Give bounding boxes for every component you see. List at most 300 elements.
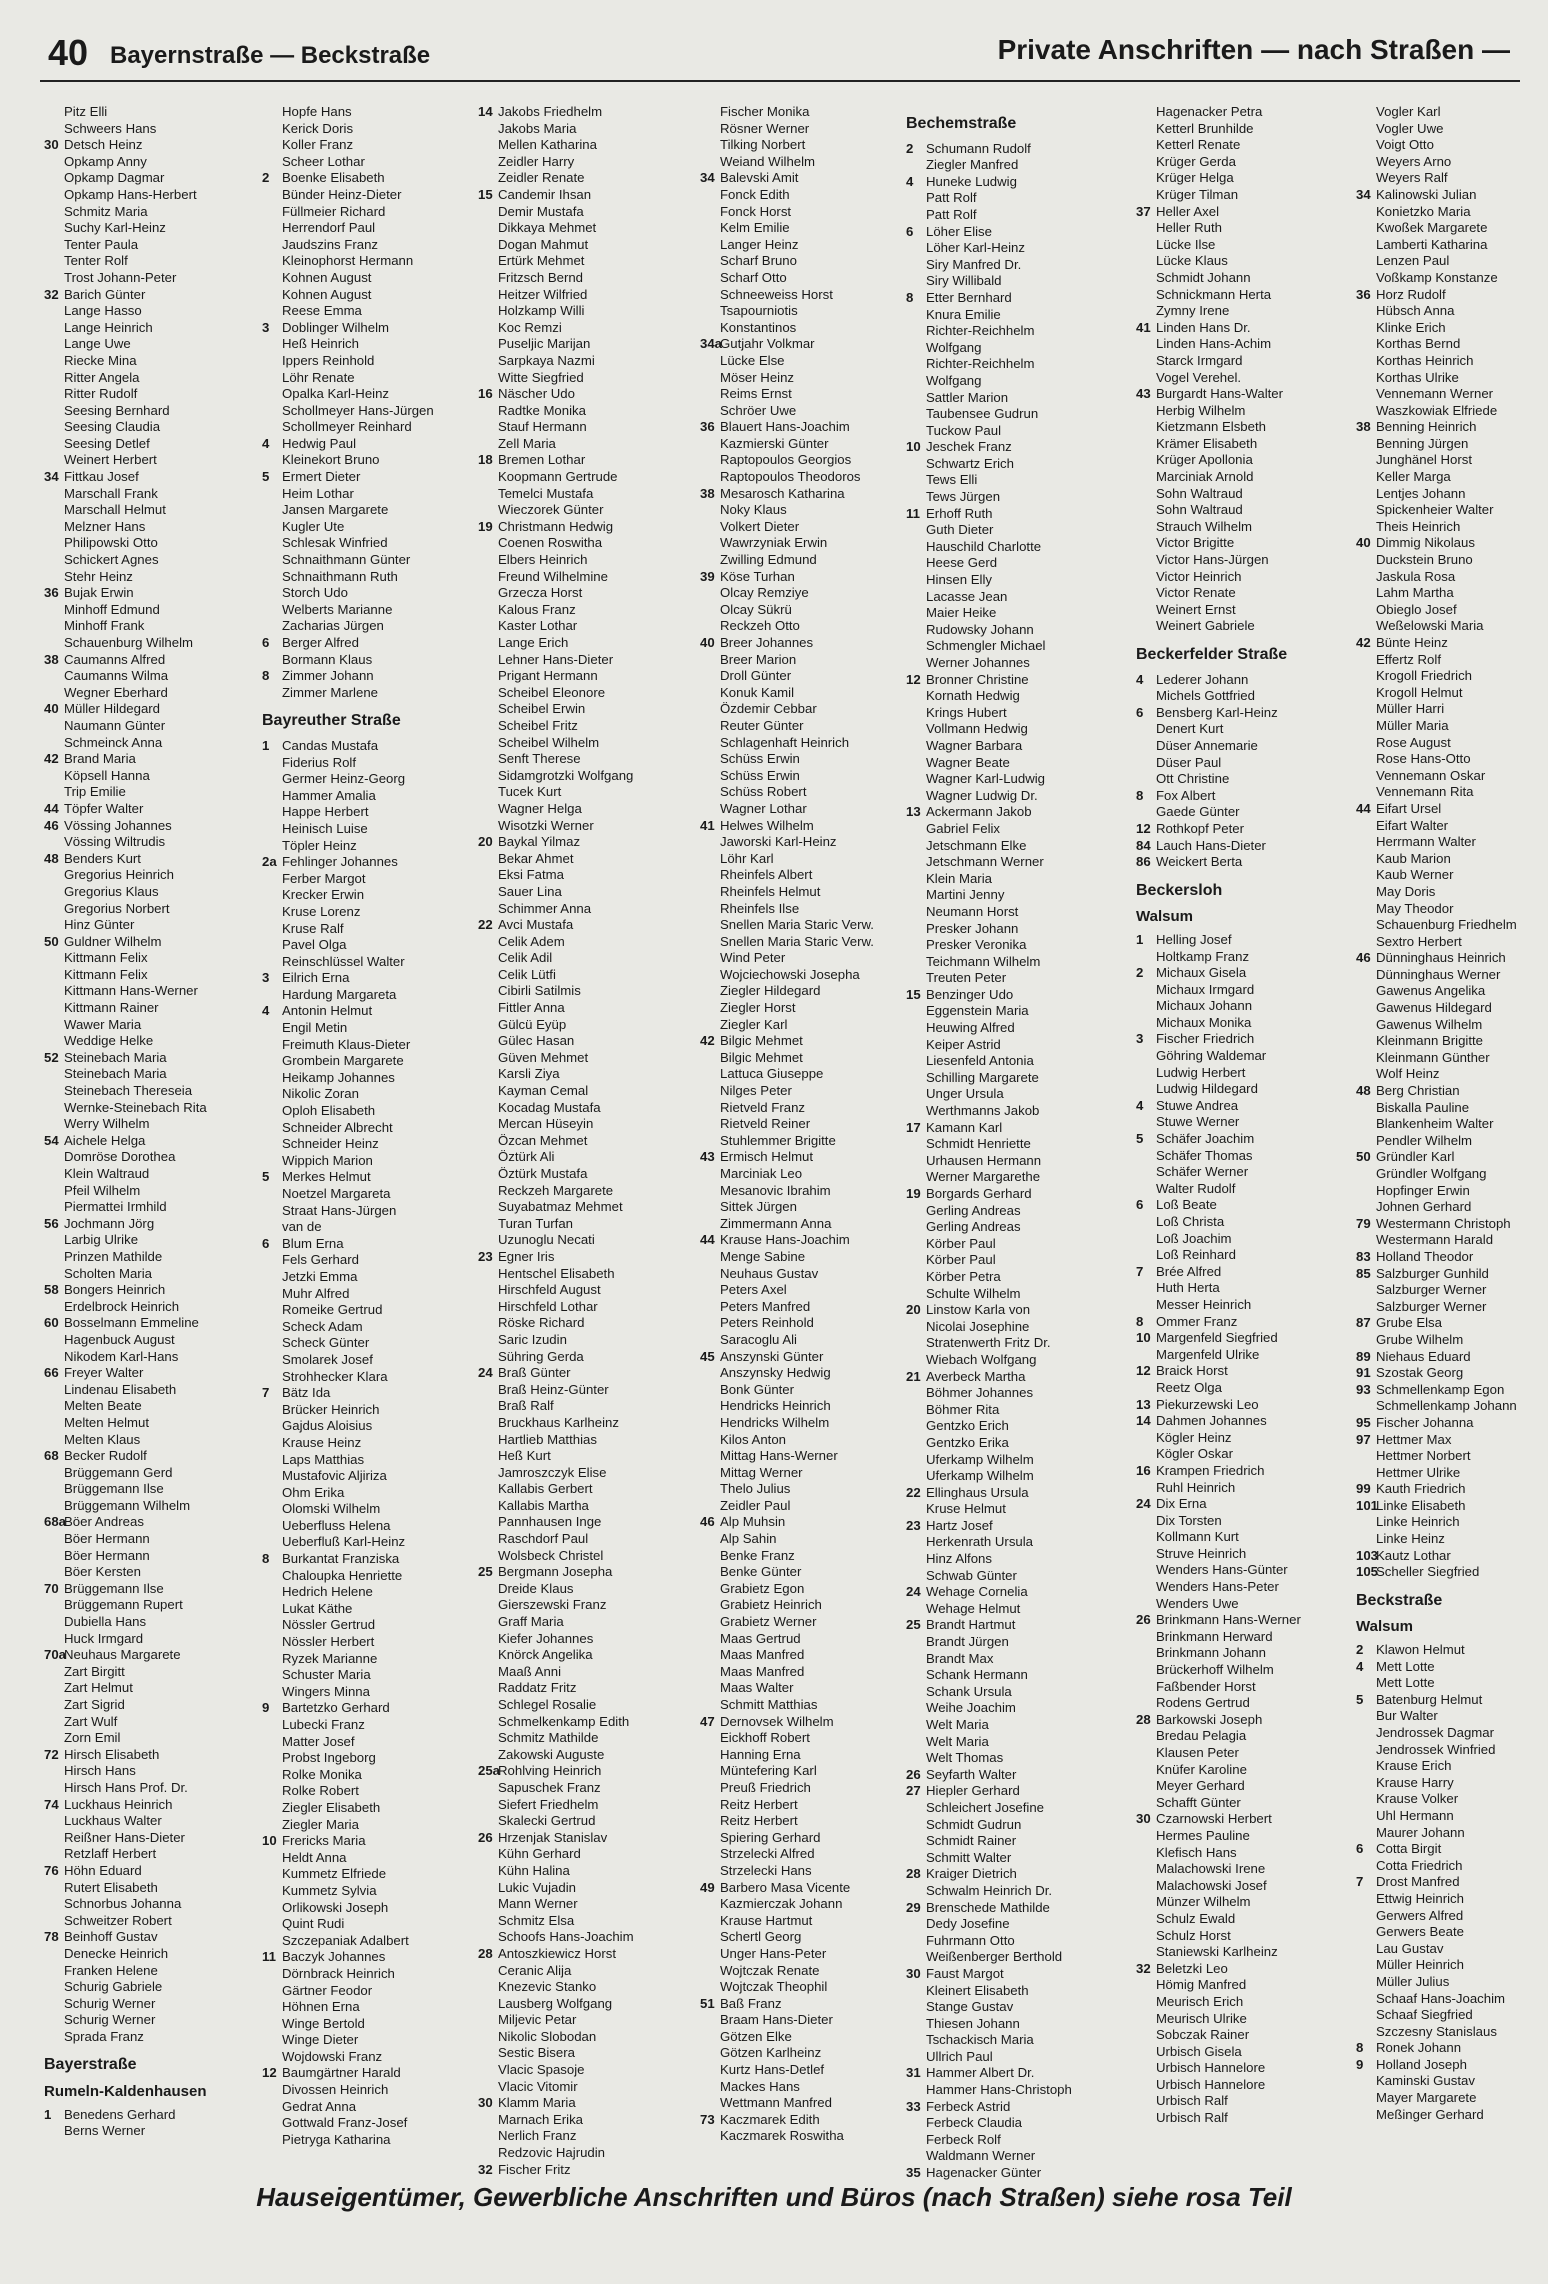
resident-name: Krämer Elisabeth xyxy=(1156,435,1258,451)
list-item xyxy=(262,1883,462,1900)
list-item xyxy=(906,821,1106,838)
list-item xyxy=(700,2012,900,2029)
resident-name: Celik Adem xyxy=(498,933,565,949)
list-item xyxy=(478,253,678,270)
list-item xyxy=(700,1697,900,1714)
resident-name: Hiepler Gerhard xyxy=(926,1783,1020,1799)
resident-name: Treuten Peter xyxy=(926,970,1007,986)
list-item xyxy=(262,403,462,420)
list-item xyxy=(1356,1066,1548,1083)
list-item xyxy=(700,635,900,652)
list-item xyxy=(478,320,678,337)
house-number: 91 xyxy=(1356,1365,1371,1381)
resident-name: Orlikowski Joseph xyxy=(282,1899,389,1915)
resident-name: Meurisch Erich xyxy=(1156,1993,1244,2009)
list-item xyxy=(700,1763,900,1780)
list-item xyxy=(1356,1957,1548,1974)
resident-name: Uzunoglu Necati xyxy=(498,1232,595,1248)
list-item xyxy=(700,1830,900,1847)
list-item xyxy=(1356,1299,1548,1316)
resident-name: Salzburger Werner xyxy=(1376,1298,1487,1314)
list-item xyxy=(262,2082,462,2099)
list-item xyxy=(906,1003,1106,1020)
resident-name: Wagner Ludwig Dr. xyxy=(926,787,1038,803)
list-item xyxy=(1356,1642,1548,1659)
house-number: 4 xyxy=(1356,1658,1364,1674)
resident-name: Kohnen August xyxy=(282,286,372,302)
list-item xyxy=(906,390,1106,407)
list-item xyxy=(906,1750,1106,1767)
list-item xyxy=(906,887,1106,904)
resident-name: Germer Heinz-Georg xyxy=(282,771,406,787)
resident-name: Sextro Herbert xyxy=(1376,933,1462,949)
resident-name: Sapuschek Franz xyxy=(498,1779,601,1795)
list-item xyxy=(700,1747,900,1764)
house-number: 30 xyxy=(906,1965,921,1981)
resident-name: Dogan Mahmut xyxy=(498,236,589,252)
list-item xyxy=(44,735,244,752)
list-item xyxy=(1136,220,1336,237)
house-number: 58 xyxy=(44,1282,59,1298)
resident-name: Pendler Wilhelm xyxy=(1376,1132,1473,1148)
list-item xyxy=(44,1083,244,1100)
list-item xyxy=(1356,635,1548,652)
directory-column xyxy=(1356,104,1548,2123)
resident-name: Olcay Sükrü xyxy=(720,601,792,617)
list-item xyxy=(478,1813,678,1830)
list-item xyxy=(44,170,244,187)
house-number: 40 xyxy=(700,635,715,650)
house-number: 25a xyxy=(478,1763,501,1779)
resident-name: Bilgic Mehmet xyxy=(720,1033,803,1049)
list-item xyxy=(1136,154,1336,171)
list-item xyxy=(1136,1596,1336,1613)
list-item xyxy=(1356,1199,1548,1216)
resident-name: Weinert Gabriele xyxy=(1156,618,1255,634)
resident-name: Schulte Wilhelm xyxy=(926,1285,1021,1301)
resident-name: Ludwig Hildegard xyxy=(1156,1081,1258,1097)
list-item xyxy=(700,1929,900,1946)
resident-name: Gawenus Wilhelm xyxy=(1376,1016,1483,1032)
list-item xyxy=(700,1349,900,1366)
house-number: 44 xyxy=(44,800,59,816)
resident-name: Horz Rudolf xyxy=(1376,286,1446,302)
resident-name: Mayer Margarete xyxy=(1376,2090,1477,2106)
list-item xyxy=(262,253,462,270)
resident-name: Brenschede Mathilde xyxy=(926,1899,1050,1915)
resident-name: Zacharias Jürgen xyxy=(282,618,384,634)
resident-name: Hentschel Elisabeth xyxy=(498,1265,615,1281)
list-item xyxy=(478,2045,678,2062)
list-item xyxy=(906,954,1106,971)
resident-name: Öztürk Mustafa xyxy=(498,1166,588,1181)
list-item xyxy=(906,2099,1106,2116)
resident-name: Röske Richard xyxy=(498,1315,585,1331)
resident-name: Höhnen Erna xyxy=(282,1999,360,2015)
list-item xyxy=(700,1017,900,1034)
resident-name: Walter Rudolf xyxy=(1156,1180,1236,1196)
list-item xyxy=(906,1900,1106,1917)
house-number: 8 xyxy=(906,289,914,305)
list-item xyxy=(44,1183,244,1200)
resident-name: Kraiger Dietrich xyxy=(926,1866,1017,1882)
street-heading: Bayreuther Straße xyxy=(262,713,401,730)
resident-name: Rodens Gertrud xyxy=(1156,1695,1250,1711)
list-item xyxy=(478,121,678,138)
resident-name: Gottwald Franz-Josef xyxy=(282,2115,408,2131)
list-item xyxy=(1136,1148,1336,1165)
resident-name: Martini Jenny xyxy=(926,887,1005,903)
resident-name: Meßinger Gerhard xyxy=(1376,2106,1484,2122)
house-number: 52 xyxy=(44,1049,59,1065)
resident-name: Ferber Margot xyxy=(282,870,366,886)
list-item xyxy=(262,1020,462,1037)
resident-name: Cibirli Satilmis xyxy=(498,983,581,999)
house-number: 7 xyxy=(1136,1263,1144,1279)
list-item xyxy=(700,585,900,602)
resident-name: Denert Kurt xyxy=(1156,721,1224,737)
resident-name: Korthas Ulrike xyxy=(1376,369,1459,385)
list-item xyxy=(906,1651,1106,1668)
resident-name: Ermisch Helmut xyxy=(720,1149,814,1165)
list-item xyxy=(262,771,462,788)
resident-name: Maier Heike xyxy=(926,605,997,621)
resident-name: Lubecki Franz xyxy=(282,1717,365,1732)
resident-name: Welberts Marianne xyxy=(282,601,393,617)
resident-name: Benzinger Udo xyxy=(926,986,1014,1002)
resident-name: Raschdorf Paul xyxy=(498,1531,589,1547)
house-number: 36 xyxy=(1356,286,1371,302)
resident-name: Stauf Hermann xyxy=(498,419,587,435)
list-item xyxy=(906,439,1106,456)
house-number: 3 xyxy=(262,319,270,335)
list-item xyxy=(262,1402,462,1419)
list-item xyxy=(478,801,678,818)
section-title: Private Anschriften — nach Straßen — xyxy=(997,34,1510,65)
list-item xyxy=(478,735,678,752)
list-item xyxy=(700,1996,900,2013)
resident-name: Ferbeck Rolf xyxy=(926,2131,1001,2147)
resident-name: Winge Dieter xyxy=(282,2032,359,2048)
list-item xyxy=(262,1501,462,1518)
list-item xyxy=(700,967,900,984)
list-item xyxy=(906,788,1106,805)
list-item xyxy=(700,386,900,403)
list-item xyxy=(44,1614,244,1631)
resident-name: Ullrich Paul xyxy=(926,2048,993,2064)
house-number: 85 xyxy=(1356,1265,1371,1281)
resident-name: Seesing Claudia xyxy=(64,419,161,435)
resident-name: Bergmann Josepha xyxy=(498,1564,613,1580)
list-item xyxy=(262,668,462,685)
resident-name: Götzen Karlheinz xyxy=(720,2045,822,2061)
list-item xyxy=(44,901,244,918)
list-item xyxy=(478,1531,678,1548)
resident-name: Kilos Anton xyxy=(720,1431,786,1447)
list-item xyxy=(700,1813,900,1830)
resident-name: Hopfe Hans xyxy=(282,104,352,119)
list-item xyxy=(478,1349,678,1366)
resident-name: Olomski Wilhelm xyxy=(282,1501,381,1517)
resident-name: Kruse Ralf xyxy=(282,920,344,936)
list-item xyxy=(1356,170,1548,187)
resident-name: Krüger Apollonia xyxy=(1156,452,1253,468)
list-item xyxy=(1136,170,1336,187)
list-item xyxy=(262,1435,462,1452)
list-item xyxy=(44,1979,244,1996)
resident-name: Scheck Adam xyxy=(282,1318,363,1334)
list-item xyxy=(1136,1380,1336,1397)
list-item xyxy=(262,220,462,237)
list-item xyxy=(262,904,462,921)
resident-name: Brüggemann Wilhelm xyxy=(64,1497,191,1513)
list-item xyxy=(1356,1365,1548,1382)
resident-name: Körber Petra xyxy=(926,1268,1001,1284)
resident-name: Lamberti Katharina xyxy=(1376,236,1488,252)
resident-name: Hübsch Anna xyxy=(1376,303,1455,319)
resident-name: Wojtczak Theophil xyxy=(720,1979,828,1995)
list-item xyxy=(906,1866,1106,1883)
house-number: 34 xyxy=(700,170,715,186)
list-item xyxy=(700,403,900,420)
resident-name: Becker Rudolf xyxy=(64,1448,147,1464)
list-item xyxy=(1136,949,1336,966)
list-item xyxy=(700,1116,900,1133)
list-item xyxy=(262,287,462,304)
list-item xyxy=(478,1963,678,1980)
list-item xyxy=(700,901,900,918)
resident-name: Loß Joachim xyxy=(1156,1230,1232,1246)
list-item xyxy=(478,867,678,884)
resident-name: Knörck Angelika xyxy=(498,1647,593,1663)
house-number: 6 xyxy=(906,223,914,239)
resident-name: Erdelbrock Heinrich xyxy=(64,1298,180,1314)
list-item xyxy=(1356,818,1548,835)
list-item xyxy=(1136,320,1336,337)
house-number: 5 xyxy=(1136,1131,1144,1147)
list-item xyxy=(1356,668,1548,685)
list-item xyxy=(478,1017,678,1034)
list-item xyxy=(262,2032,462,2049)
resident-name: Werry Wilhelm xyxy=(64,1116,150,1132)
house-number: 83 xyxy=(1356,1248,1371,1264)
list-item xyxy=(700,867,900,884)
resident-name: Hettmer Ulrike xyxy=(1376,1464,1461,1480)
list-item xyxy=(478,535,678,552)
list-item xyxy=(262,552,462,569)
list-item xyxy=(1356,1000,1548,1017)
list-item xyxy=(1136,386,1336,403)
resident-name: Hartlieb Matthias xyxy=(498,1431,597,1447)
list-item xyxy=(44,635,244,652)
house-number: 79 xyxy=(1356,1215,1371,1231)
resident-name: Wagner Beate xyxy=(926,754,1010,770)
list-item xyxy=(478,154,678,171)
list-item xyxy=(262,1700,462,1717)
list-item xyxy=(1356,1841,1548,1858)
resident-name: Linstow Karla von xyxy=(926,1302,1031,1318)
resident-name: Temelci Mustafa xyxy=(498,485,594,501)
resident-name: Kollmann Kurt xyxy=(1156,1529,1239,1545)
list-item xyxy=(44,685,244,702)
list-item xyxy=(906,373,1106,390)
list-item xyxy=(1136,1480,1336,1497)
list-item xyxy=(262,937,462,954)
resident-name: Tschackisch Maria xyxy=(926,2032,1034,2048)
resident-name: Schulz Ewald xyxy=(1156,1910,1236,1926)
resident-name: Krause Hans-Joachim xyxy=(720,1232,850,1248)
resident-name: Ohm Erika xyxy=(282,1484,345,1500)
list-item xyxy=(1356,204,1548,221)
list-item xyxy=(700,1564,900,1581)
resident-name: Fonck Horst xyxy=(720,203,792,219)
list-item xyxy=(262,838,462,855)
list-item xyxy=(700,121,900,138)
resident-name: Fels Gerhard xyxy=(282,1252,359,1268)
list-item xyxy=(1136,569,1336,586)
list-item xyxy=(478,1946,678,1963)
resident-name: Dünninghaus Heinrich xyxy=(1376,950,1506,966)
list-item xyxy=(700,735,900,752)
resident-name: Kornath Hedwig xyxy=(926,688,1020,704)
list-item xyxy=(478,1166,678,1183)
resident-name: Steinebach Maria xyxy=(64,1066,167,1082)
house-number: 28 xyxy=(1136,1711,1151,1727)
resident-name: Böer Kersten xyxy=(64,1564,141,1580)
resident-name: Linke Elisabeth xyxy=(1376,1497,1466,1513)
list-item xyxy=(700,2112,900,2129)
list-item xyxy=(478,1597,678,1614)
list-item xyxy=(1356,121,1548,138)
resident-name: Gaede Günter xyxy=(1156,804,1240,820)
resident-name: Lauch Hans-Dieter xyxy=(1156,837,1266,853)
resident-name: Ritter Angela xyxy=(64,369,140,385)
list-item xyxy=(1136,1828,1336,1845)
list-item xyxy=(700,502,900,519)
resident-name: Preuß Friedrich xyxy=(720,1779,811,1795)
resident-name: Fischer Johanna xyxy=(1376,1414,1474,1430)
resident-name: Rudowsky Johann xyxy=(926,621,1034,637)
list-item xyxy=(1356,1692,1548,1709)
list-item xyxy=(478,1979,678,1996)
list-item xyxy=(1356,104,1548,121)
list-item xyxy=(262,187,462,204)
house-number: 105 xyxy=(1356,1564,1379,1580)
house-number: 30 xyxy=(478,2095,493,2111)
resident-name: Reckzeh Margarete xyxy=(498,1182,614,1198)
house-number: 60 xyxy=(44,1315,59,1331)
list-item xyxy=(906,2049,1106,2066)
resident-name: Hauschild Charlotte xyxy=(926,538,1042,554)
list-item xyxy=(906,1916,1106,1933)
resident-name: Mett Lotte xyxy=(1376,1675,1435,1691)
resident-name: Anszynsky Hedwig xyxy=(720,1365,831,1381)
resident-name: Richter-Reichhelm xyxy=(926,356,1035,372)
resident-name: Redzovic Hajrudin xyxy=(498,2145,606,2161)
list-item xyxy=(906,1319,1106,1336)
list-item xyxy=(1136,303,1336,320)
resident-name: Möser Heinz xyxy=(720,369,795,385)
list-item xyxy=(478,137,678,154)
resident-name: Nicolai Josephine xyxy=(926,1318,1030,1334)
resident-name: Wenders Hans-Peter xyxy=(1156,1579,1279,1595)
resident-name: Gründler Karl xyxy=(1376,1149,1455,1165)
resident-name: Schank Hermann xyxy=(926,1667,1028,1683)
resident-name: Philipowski Otto xyxy=(64,535,158,551)
resident-name: Schwab Günter xyxy=(926,1567,1017,1583)
list-item xyxy=(478,950,678,967)
resident-name: Bredau Pelagia xyxy=(1156,1728,1247,1744)
resident-name: Füllmeier Richard xyxy=(282,203,386,219)
resident-name: Engil Metin xyxy=(282,1020,348,1036)
resident-name: Schmidt Gudrun xyxy=(926,1816,1022,1832)
house-number: 8 xyxy=(262,1551,270,1567)
resident-name: Koc Remzi xyxy=(498,319,562,335)
house-number: 24 xyxy=(906,1584,921,1600)
list-item xyxy=(1356,884,1548,901)
list-item xyxy=(478,1183,678,1200)
list-item xyxy=(478,635,678,652)
list-item xyxy=(262,1053,462,1070)
resident-name: Sohn Waltraud xyxy=(1156,502,1243,518)
list-item xyxy=(700,1448,900,1465)
resident-name: Konuk Kamil xyxy=(720,684,795,700)
resident-name: Brandt Max xyxy=(926,1650,994,1666)
list-item xyxy=(1356,1742,1548,1759)
resident-name: Grabietz Egon xyxy=(720,1580,805,1596)
list-item xyxy=(906,937,1106,954)
resident-name: Schüss Erwin xyxy=(720,767,800,783)
resident-name: Droll Günter xyxy=(720,668,792,684)
list-item xyxy=(906,1286,1106,1303)
list-item xyxy=(700,1680,900,1697)
house-number: 45 xyxy=(700,1348,715,1364)
resident-name: Uferkamp Wilhelm xyxy=(926,1451,1034,1467)
resident-name: Noky Klaus xyxy=(720,502,787,518)
list-item xyxy=(44,1863,244,1880)
resident-name: Brüggemann Rupert xyxy=(64,1597,183,1613)
resident-name: Schimmer Anna xyxy=(498,900,592,916)
resident-name: Westermann Christoph xyxy=(1376,1215,1511,1231)
resident-name: Lücke Else xyxy=(720,352,785,368)
resident-name: Hinz Günter xyxy=(64,917,135,933)
list-item xyxy=(1356,1659,1548,1676)
list-item xyxy=(1356,1548,1548,1565)
resident-name: Brücker Heinrich xyxy=(282,1401,380,1417)
resident-name: Karsli Ziya xyxy=(498,1066,560,1082)
resident-name: Jaworski Karl-Heinz xyxy=(720,834,837,850)
house-number: 10 xyxy=(262,1833,277,1849)
resident-name: Turan Turfan xyxy=(498,1215,574,1231)
resident-name: Scheibel Eleonore xyxy=(498,684,606,700)
resident-name: Zart Sigrid xyxy=(64,1697,125,1712)
list-item xyxy=(906,1103,1106,1120)
list-item xyxy=(44,1498,244,1515)
house-number: 72 xyxy=(44,1746,59,1762)
resident-name: Wieczorek Günter xyxy=(498,502,604,518)
list-item xyxy=(906,1203,1106,1220)
resident-name: Kerick Doris xyxy=(282,120,354,136)
resident-name: Huth Herta xyxy=(1156,1280,1220,1296)
resident-name: Lange Heinrich xyxy=(64,319,153,335)
list-item xyxy=(1136,1994,1336,2011)
list-item xyxy=(906,721,1106,738)
resident-name: Lukat Käthe xyxy=(282,1600,353,1616)
list-item xyxy=(1136,1513,1336,1530)
list-item xyxy=(44,270,244,287)
list-item xyxy=(262,104,462,121)
house-number: 1 xyxy=(1136,931,1144,947)
